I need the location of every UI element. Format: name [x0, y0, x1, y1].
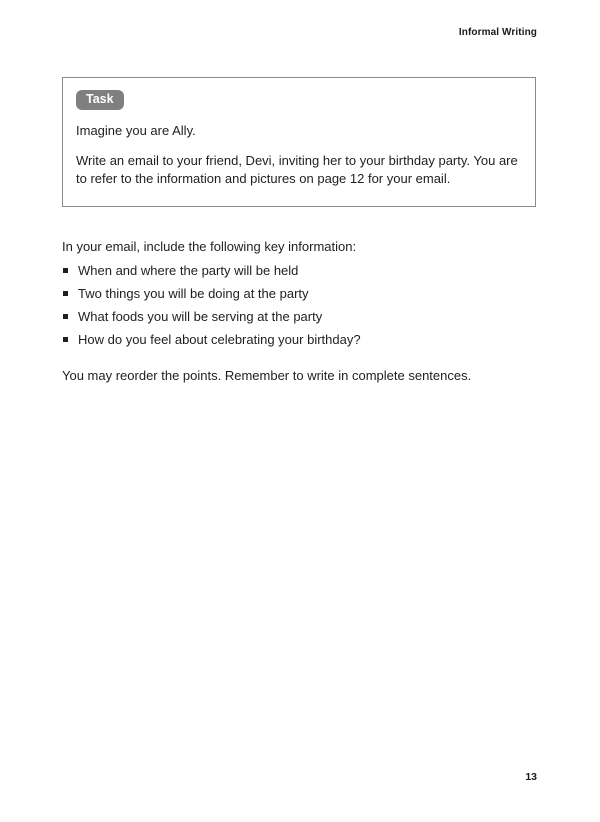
list-item: [62, 285, 542, 308]
page-number: 13: [525, 771, 537, 783]
task-badge: Task: [76, 90, 124, 110]
list-item-text: What foods you will be serving at the party: [78, 309, 323, 324]
running-header: Informal Writing: [458, 27, 537, 38]
task-instruction: Write an email to your friend, Devi, inviting her to your birthday party. You are to refer to the information and pictures on page 12 for your email.: [76, 153, 518, 186]
list-item: [62, 308, 542, 331]
key-information-list: [62, 262, 542, 354]
list-item-text: When and where the party will be held: [78, 263, 299, 278]
square-bullet-icon: [63, 291, 68, 296]
list-item: [62, 262, 542, 285]
square-bullet-icon: [63, 314, 68, 319]
list-item: [62, 331, 542, 354]
list-item-text: Two things you will be doing at the party: [78, 286, 309, 301]
square-bullet-icon: [63, 268, 68, 273]
task-scenario: Imagine you are Ally.: [76, 123, 196, 138]
task-box: [62, 77, 536, 207]
closing-instruction: You may reorder the points. Remember to write in complete sentences.: [62, 368, 472, 383]
key-information-intro: In your email, include the following key information:: [62, 239, 357, 254]
list-item-text: How do you feel about celebrating your birthday?: [78, 332, 361, 347]
square-bullet-icon: [63, 337, 68, 342]
